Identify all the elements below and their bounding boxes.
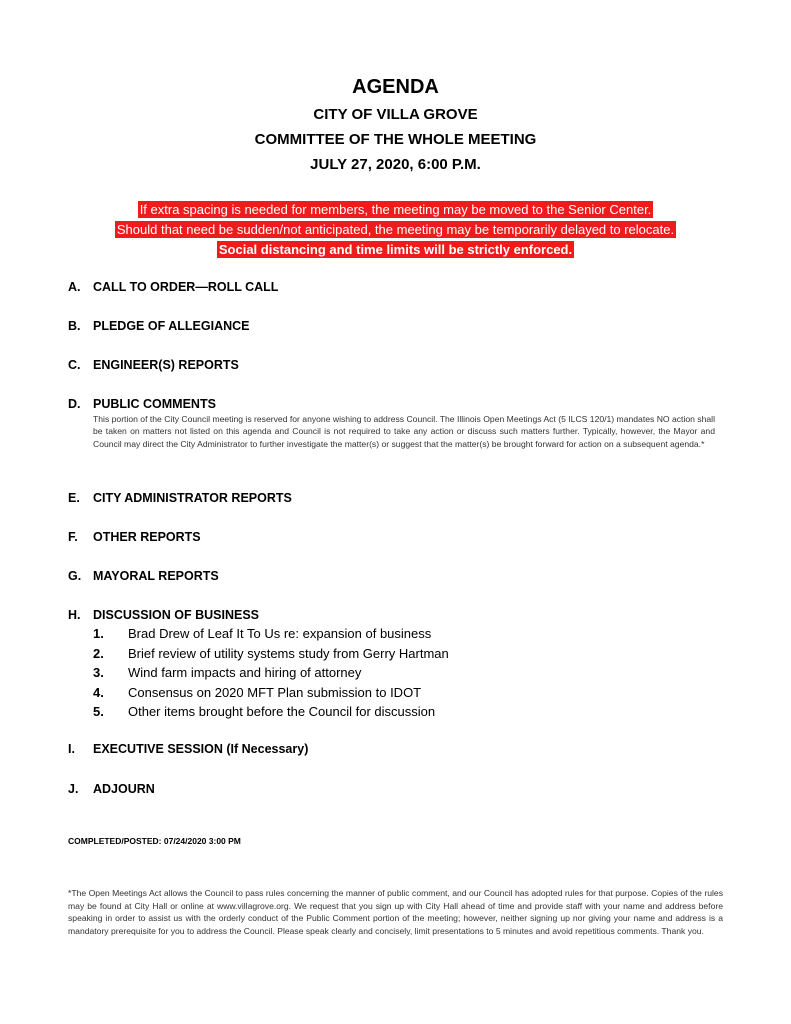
list-item [93,704,653,724]
section-title: CITY ADMINISTRATOR REPORTS [93,491,292,505]
section-letter: B. [68,319,81,333]
section-letter: E. [68,491,80,505]
agenda-title: AGENDA [352,76,439,98]
list-item [93,646,653,666]
section-city-administrator-reports [68,491,292,505]
notice-text-1: If extra spacing is needed for members, the meeting may be moved to the Senior Center. [139,202,652,217]
public-comment-footnote: *The Open Meetings Act allows the Council to pass rules concerning the manner of public comment, and our Council has adopted rules for that purpose. Copies of the rules may be found at City Hall or online at www.villagrove.org. We request that you sign up with City Hall ahead of time and provide staff with your name and address before speaking in order to assist us with the orderly conduct of the Public Comment portion of the meeting; however, neither signing up nor giving your name and address is a mandatory prerequisite for you to address the Council. Please speak clearly and concisely, limit presentations to 5 minutes and avoid repetitious comments. Thank you. [68,888,723,936]
item-number: 1. [93,626,104,641]
public-comments-description: This portion of the City Council meeting is reserved for anyone wishing to address Council. The Illinois Open Meetings Act (5 ILCS 120/1) mandates NO action shall be taken on matters not listed on this agenda and Council is not required to take any action or discuss such matters further. Typically, however, the Mayor and Council may direct the City Administrator to further investigate the matter(s) or suggest that the matter(s) be brought forward for action on a subsequent agenda.* [93,414,715,449]
section-mayoral-reports [68,569,219,583]
section-other-reports [68,530,201,544]
section-title: DISCUSSION OF BUSINESS [93,608,259,622]
section-letter: I. [68,742,75,756]
section-title: CALL TO ORDER—ROLL CALL [93,280,279,294]
section-adjourn [68,782,155,796]
list-item [93,626,653,646]
section-letter: D. [68,397,81,411]
notice-text-3: Social distancing and time limits will be strictly enforced. [218,242,573,257]
section-letter: J. [68,782,79,796]
item-number: 3. [93,665,104,680]
list-item [93,665,653,685]
section-title: EXECUTIVE SESSION (If Necessary) [93,742,309,756]
section-letter: A. [68,280,81,294]
section-title: OTHER REPORTS [93,530,201,544]
section-title: PLEDGE OF ALLEGIANCE [93,319,250,333]
section-letter: F. [68,530,78,544]
section-executive-session [68,742,308,756]
section-discussion-of-business [68,608,259,622]
section-title: ADJOURN [93,782,155,796]
item-text: Brad Drew of Leaf It To Us re: expansion of business [128,626,432,641]
notice-line-1 [0,200,791,220]
notice-line-3 [0,240,791,260]
notice-line-2 [0,220,791,240]
notice-text-2: Should that need be sudden/not anticipated, the meeting may be temporarily delayed to relocate. [116,222,675,237]
list-item [93,685,653,705]
meeting-name: COMMITTEE OF THE WHOLE MEETING [254,131,537,148]
section-letter: G. [68,569,82,583]
item-text: Brief review of utility systems study from Gerry Hartman [128,645,449,661]
item-number: 4. [93,684,104,700]
item-text: Wind farm impacts and hiring of attorney [128,665,362,680]
item-number: 2. [93,645,104,661]
item-number: 5. [93,704,104,719]
section-letter: H. [68,608,81,622]
section-title: PUBLIC COMMENTS [93,397,216,411]
section-pledge [68,319,250,333]
section-title: ENGINEER(S) REPORTS [93,358,239,372]
item-text: Consensus on 2020 MFT Plan submission to IDOT [128,684,422,700]
meeting-date: JULY 27, 2020, 6:00 P.M. [310,156,481,173]
section-letter: C. [68,358,81,372]
section-engineer-reports [68,358,239,372]
section-call-to-order [68,280,278,294]
city-name: CITY OF VILLA GROVE [313,106,478,123]
completed-posted-stamp: COMPLETED/POSTED: 07/24/2020 3:00 PM [68,836,241,846]
item-text: Other items brought before the Council for discussion [128,704,436,719]
section-title: MAYORAL REPORTS [93,569,219,583]
business-items-list [93,626,653,724]
section-public-comments [68,397,216,411]
